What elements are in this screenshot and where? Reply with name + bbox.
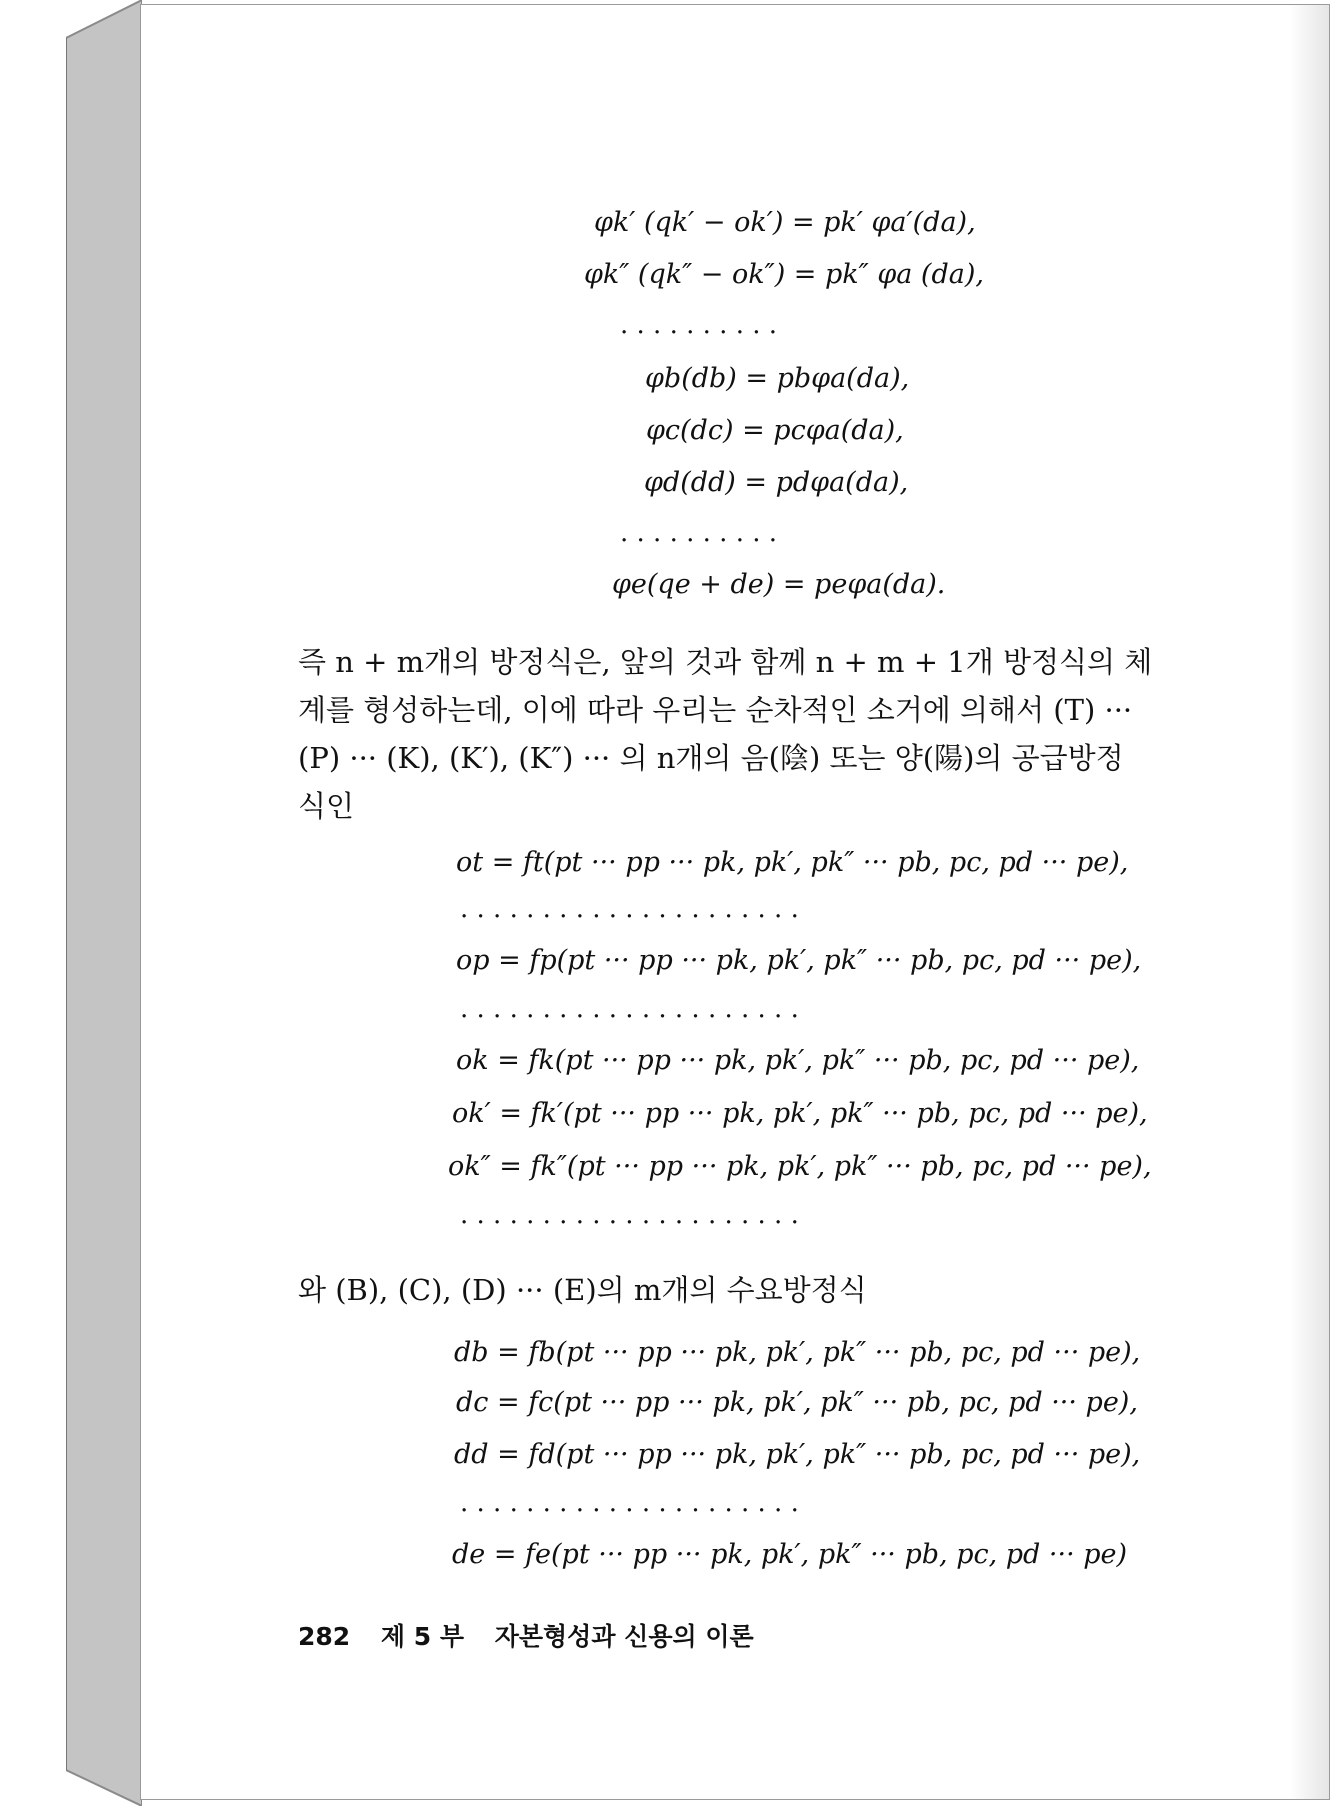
- part-title: 자본형성과 신용의 이론: [494, 1622, 754, 1651]
- page-number: 282: [298, 1622, 351, 1651]
- equation-line: ok′ = fk′(pt ··· pp ··· pk, pk′, pk″ ··· pb, pc, pd ··· pe),: [452, 1098, 1148, 1129]
- part-label: 제 5 부: [380, 1622, 465, 1651]
- ellipsis-row: . . . . . . . . . . . . . . . . . . . . .: [460, 894, 799, 924]
- body-text-line: 식인: [298, 789, 355, 823]
- page-footer: [298, 1617, 776, 1653]
- equation-line: db = fb(pt ··· pp ··· pk, pk′, pk″ ··· pb, pc, pd ··· pe),: [454, 1337, 1141, 1368]
- ellipsis-row: . . . . . . . . . .: [620, 310, 778, 340]
- book-spine-edge: [66, 0, 142, 1806]
- body-text-line: 즉 n + m개의 방정식은, 앞의 것과 함께 n + m + 1개 방정식의 체: [298, 645, 1153, 679]
- page-shadow: [1289, 5, 1329, 1799]
- equation-line: ok = fk(pt ··· pp ··· pk, pk′, pk″ ··· pb, pc, pd ··· pe),: [456, 1045, 1140, 1076]
- body-text-line: 와 (B), (C), (D) ··· (E)의 m개의 수요방정식: [298, 1273, 867, 1307]
- equation-line: φk″ (qk″ − ok″) = pk″ φa (da),: [584, 259, 984, 290]
- ellipsis-row: . . . . . . . . . . . . . . . . . . . . .: [460, 994, 799, 1024]
- equation-line: ok″ = fk″(pt ··· pp ··· pk, pk′, pk″ ··· pb, pc, pd ··· pe),: [448, 1151, 1152, 1182]
- equation-line: φe(qe + de) = peφa(da).: [612, 569, 946, 600]
- equation-line: op = fp(pt ··· pp ··· pk, pk′, pk″ ··· pb, pc, pd ··· pe),: [456, 945, 1142, 976]
- equation-line: de = fe(pt ··· pp ··· pk, pk′, pk″ ··· pb, pc, pd ··· pe): [452, 1539, 1128, 1570]
- ellipsis-row: . . . . . . . . . . . . . . . . . . . . .: [460, 1200, 799, 1230]
- equation-line: ot = ft(pt ··· pp ··· pk, pk′, pk″ ··· pb, pc, pd ··· pe),: [456, 847, 1129, 878]
- equation-line: φb(db) = pbφa(da),: [645, 363, 910, 394]
- ellipsis-row: . . . . . . . . . . . . . . . . . . . . .: [460, 1488, 799, 1518]
- equation-line: dd = fd(pt ··· pp ··· pk, pk′, pk″ ··· pb, pc, pd ··· pe),: [454, 1439, 1141, 1470]
- body-text-line: 계를 형성하는데, 이에 따라 우리는 순차적인 소거에 의해서 (T) ···: [298, 693, 1133, 727]
- equation-line: φk′ (qk′ − ok′) = pk′ φa′(da),: [594, 207, 976, 238]
- equation-line: φc(dc) = pcφa(da),: [646, 415, 904, 446]
- body-text-line: (P) ··· (K), (K′), (K″) ··· 의 n개의 음(陰) 또는 양(陽)의 공급방정: [298, 741, 1124, 775]
- equation-line: dc = fc(pt ··· pp ··· pk, pk′, pk″ ··· pb, pc, pd ··· pe),: [456, 1387, 1138, 1418]
- equation-line: φd(dd) = pdφa(da),: [644, 467, 909, 498]
- ellipsis-row: . . . . . . . . . .: [620, 518, 778, 548]
